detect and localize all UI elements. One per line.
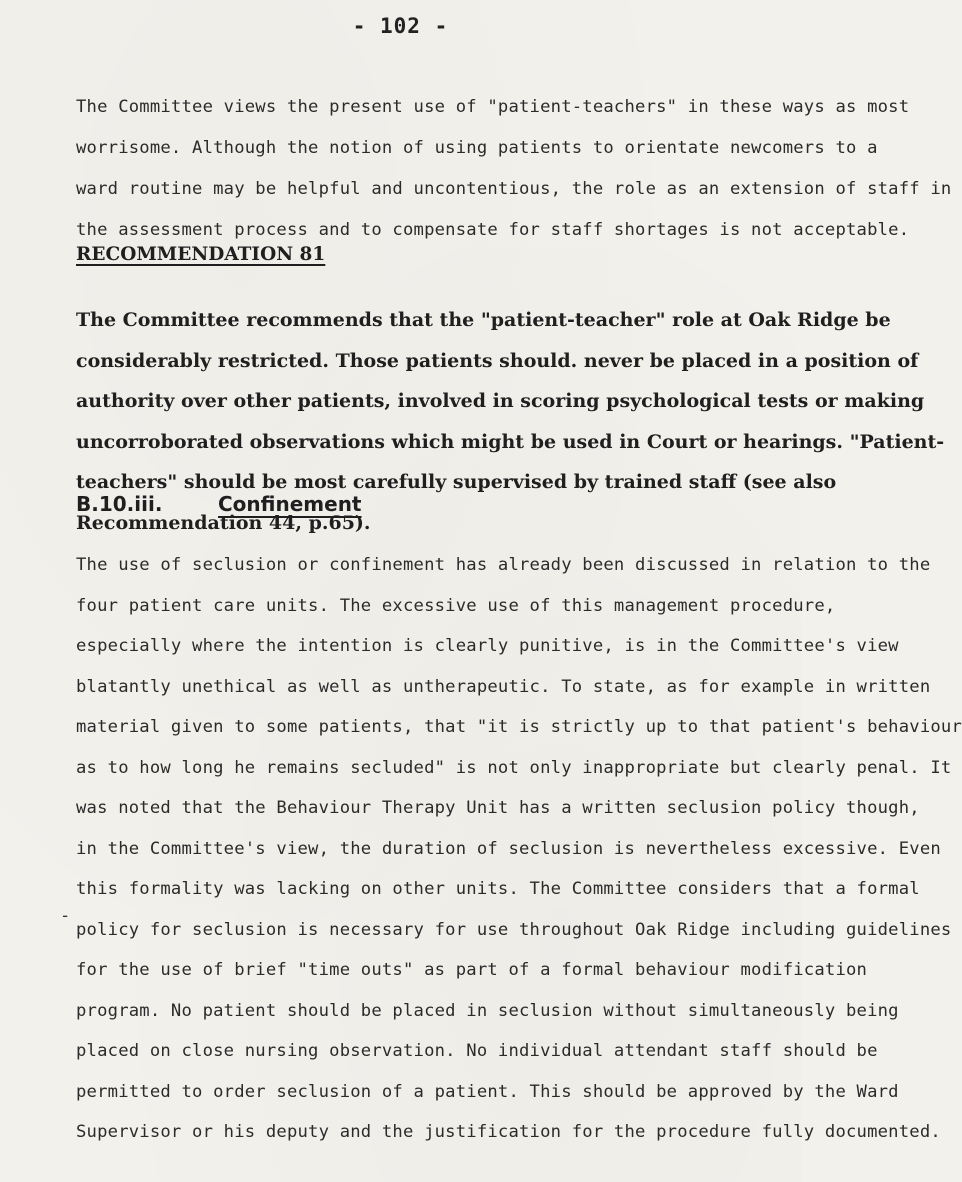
text-line: The use of seclusion or confinement has already been discussed in relation to the [76, 555, 931, 575]
text-line: permitted to order seclusion of a patient. This should be approved by the Ward [76, 1081, 899, 1102]
text-line: was noted that the Behaviour Therapy Unit has a written seclusion policy though, [76, 798, 920, 818]
section-number: B.10.iii. [76, 492, 163, 516]
recommendation-paragraph [76, 300, 945, 543]
text-line: Recommendation 44, p.65). [76, 511, 371, 534]
recommendation-heading: RECOMMENDATION 81 [76, 244, 326, 265]
confinement-paragraph [76, 545, 962, 1153]
text-line: Supervisor or his deputy and the justification for the procedure fully documented. [76, 1122, 941, 1142]
text-line: especially where the intention is clearly punitive, is in the Committee's view [76, 636, 899, 656]
section-title: Confinement [218, 492, 362, 516]
text-line: as to how long he remains secluded" is not only inappropriate but clearly penal. It [76, 757, 952, 778]
margin-mark: - [60, 906, 71, 926]
text-line: considerably restricted. Those patients should. never be placed in a position of [76, 349, 919, 372]
text-line: worrisome. Although the notion of using patients to orientate newcomers to a [76, 138, 878, 158]
text-line: policy for seclusion is necessary for use throughout Oak Ridge including guidelines [76, 919, 952, 940]
text-line: placed on close nursing observation. No individual attendant staff should be [76, 1041, 878, 1061]
text-line: four patient care units. The excessive use of this management procedure, [76, 595, 836, 616]
text-line: ward routine may be helpful and uncontentious, the role as an extension of staff in [76, 179, 952, 199]
text-line: authority over other patients, involved in scoring psychological tests or making [76, 390, 925, 412]
text-line: the assessment process and to compensate for staff shortages is not acceptable. [76, 220, 910, 240]
page-number: - 102 - [352, 14, 449, 38]
text-line: teachers" should be most carefully supervised by trained staff (see also [76, 471, 837, 493]
text-line: blatantly unethical as well as untherapeutic. To state, as for example in written [76, 676, 931, 697]
text-line: The Committee recommends that the "patient-teacher" role at Oak Ridge be [76, 309, 891, 331]
text-line: for the use of brief "time outs" as part of a formal behaviour modification [76, 960, 868, 980]
text-line: program. No patient should be placed in seclusion without simultaneously being [76, 1000, 899, 1021]
intro-paragraph [76, 87, 952, 251]
text-line: in the Committee's view, the duration of seclusion is nevertheless excessive. Even [76, 838, 941, 859]
text-line: uncorroborated observations which might be used in Court or hearings. "Patient- [76, 430, 945, 453]
text-line: material given to some patients, that "it is strictly up to that patient's behaviour [76, 717, 962, 737]
text-line: The Committee views the present use of "patient-teachers" in these ways as most [76, 97, 910, 117]
text-line: this formality was lacking on other units. The Committee considers that a formal [76, 879, 920, 899]
